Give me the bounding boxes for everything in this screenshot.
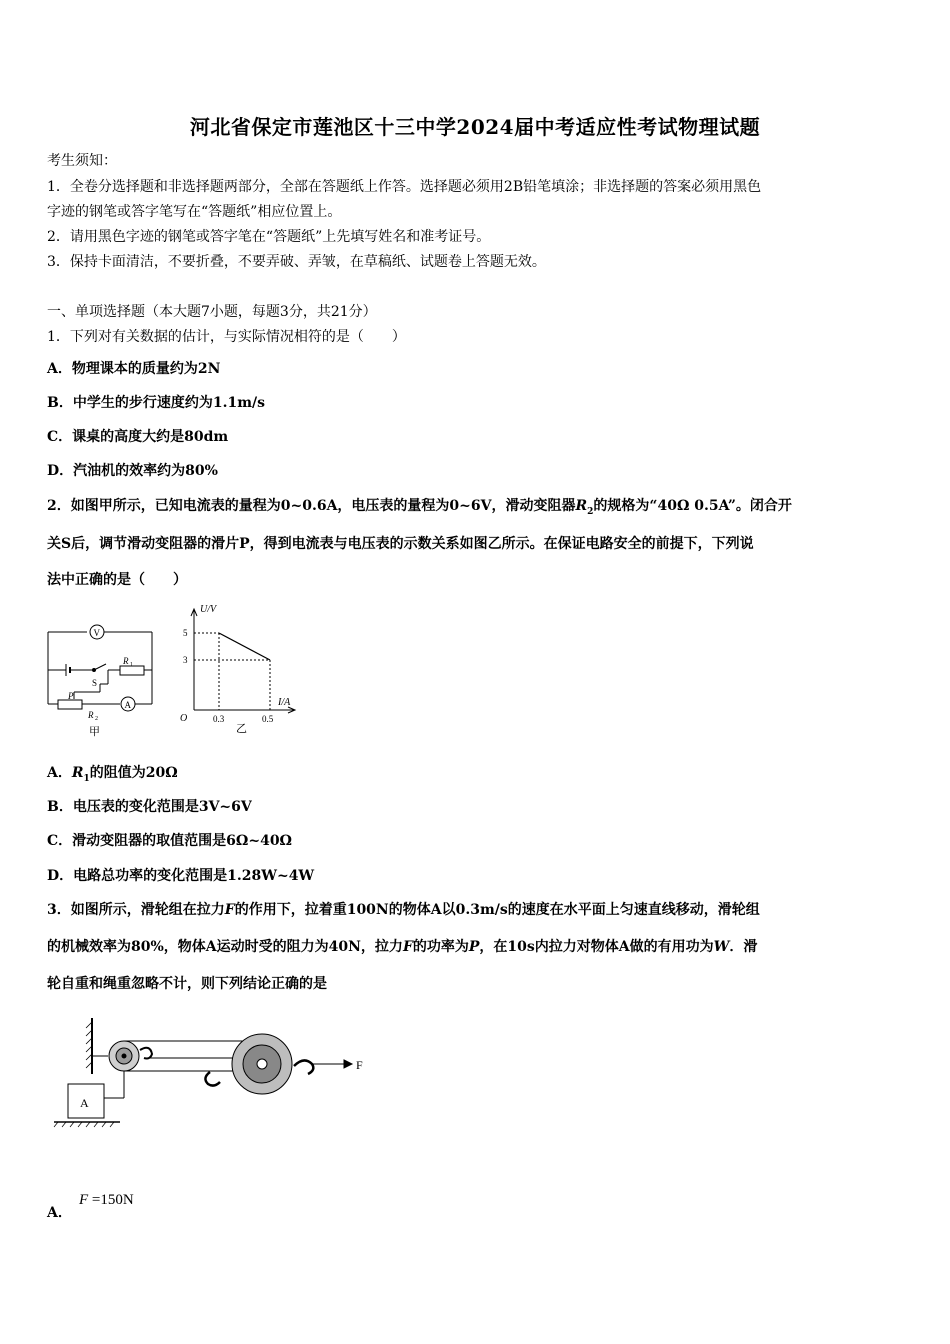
r2-sub: 2: [95, 716, 98, 722]
switch-label: S: [92, 678, 98, 688]
y-axis-label: U/V: [200, 604, 217, 615]
q1-option-b: B．中学生的步行速度约为1.1m/s: [47, 395, 265, 411]
q1-stem: 1．下列对有关数据的估计，与实际情况相符的是（ ）: [47, 329, 406, 345]
x-tick-0.3: 0.3: [213, 714, 225, 724]
hook-icon: [140, 1048, 152, 1059]
y-tick-5: 5: [183, 628, 188, 638]
q2-option-a: A．$R_1$的阻值为20Ω: [47, 765, 178, 784]
voltmeter-label: V: [93, 628, 100, 638]
q2-option-b: B．电压表的变化范围是3V~6V: [47, 799, 252, 815]
notice-item: 2．请用黑色字迹的钢笔或答字笔在“答题纸”上先填写姓名和准考证号。: [47, 229, 491, 245]
q2-stem-line3: 法中正确的是（ ）: [47, 572, 187, 588]
rheostat-r2-icon: [58, 700, 82, 709]
q3-option-a-label: A．: [47, 1205, 72, 1221]
q3-stem-line2: 的机械效率为80%，物体A运动时受的阻力为40N，拉力F的功率为P，在10s内拉力对物体A做的有用功为W．滑: [47, 939, 758, 955]
ui-graph: [176, 600, 300, 736]
q2-option-d: D．电路总功率的变化范围是1.28W~4W: [47, 868, 315, 884]
q1-option-a: A．物理课本的质量约为2N: [47, 361, 221, 377]
q2-stem-line2: 关S后，调节滑动变阻器的滑片P，得到电流表与电压表的示数关系如图乙所示。在保证电路安全的前提下，下列说: [47, 536, 754, 552]
circuit-diagram: [44, 622, 160, 740]
fixed-pulley-axle-icon: [122, 1054, 126, 1058]
notice-item: 1．全卷分选择题和非选择题两部分，全部在答题纸上作答。选择题必须用2B铅笔填涂；非选择题的答案必须用黑色: [47, 179, 762, 195]
q1-option-d: D．汽油机的效率约为80%: [47, 463, 218, 479]
ammeter-label: A: [124, 700, 131, 710]
r1-label: R: [123, 656, 129, 666]
movable-pulley-axle-icon: [257, 1059, 267, 1069]
notice-heading: 考生须知：: [47, 153, 117, 169]
hook-icon: [205, 1072, 220, 1086]
figure-label-yi: 乙: [236, 722, 247, 735]
x-axis-label: I/A: [278, 697, 291, 708]
q2-stem-line1: 2．如图甲所示，已知电流表的量程为0~0.6A，电压表的量程为0~6V，滑动变阻器$R_2$的规格为“40Ω 0.5A”。闭合开: [47, 498, 792, 517]
data-line: [219, 633, 270, 660]
r2-label: R: [88, 710, 94, 720]
q3-stem-line3: 轮自重和绳重忽略不计，则下列结论正确的是: [47, 976, 327, 992]
pulley-diagram: [48, 1014, 378, 1132]
switch-icon: [94, 664, 106, 670]
q3-option-a-formula: F =150N: [79, 1192, 134, 1208]
q3-stem-line1: 3．如图所示，滑轮组在拉力F的作用下，拉着重100N的物体A以0.3m/s的速度在水平面上匀速直线移动，滑轮组: [47, 902, 760, 918]
slider-label: P: [68, 691, 74, 701]
x-tick-0.5: 0.5: [262, 714, 274, 724]
force-label: F: [356, 1058, 363, 1072]
notice-item: 字迹的钢笔或答字笔写在“答题纸”相应位置上。: [47, 204, 342, 220]
q1-option-c: C．课桌的高度大约是80dm: [47, 429, 229, 445]
force-arrow-head-icon: [344, 1060, 352, 1068]
figure-label-jia: 甲: [89, 725, 100, 738]
page-title: 河北省保定市莲池区十三中学2024届中考适应性考试物理试题: [189, 115, 761, 139]
q2-option-c: C．滑动变阻器的取值范围是6Ω~40Ω: [47, 833, 293, 849]
notice-item: 3．保持卡面清洁，不要折叠，不要弄破、弄皱，在草稿纸、试题卷上答题无效。: [47, 254, 546, 270]
y-tick-3: 3: [183, 655, 188, 665]
block-label: A: [80, 1096, 89, 1110]
section-heading: 一、单项选择题（本大题7小题，每题3分，共21分）: [47, 304, 377, 320]
origin-label: O: [180, 713, 188, 724]
r1-sub: 1: [130, 662, 133, 668]
hook-icon: [294, 1060, 313, 1074]
